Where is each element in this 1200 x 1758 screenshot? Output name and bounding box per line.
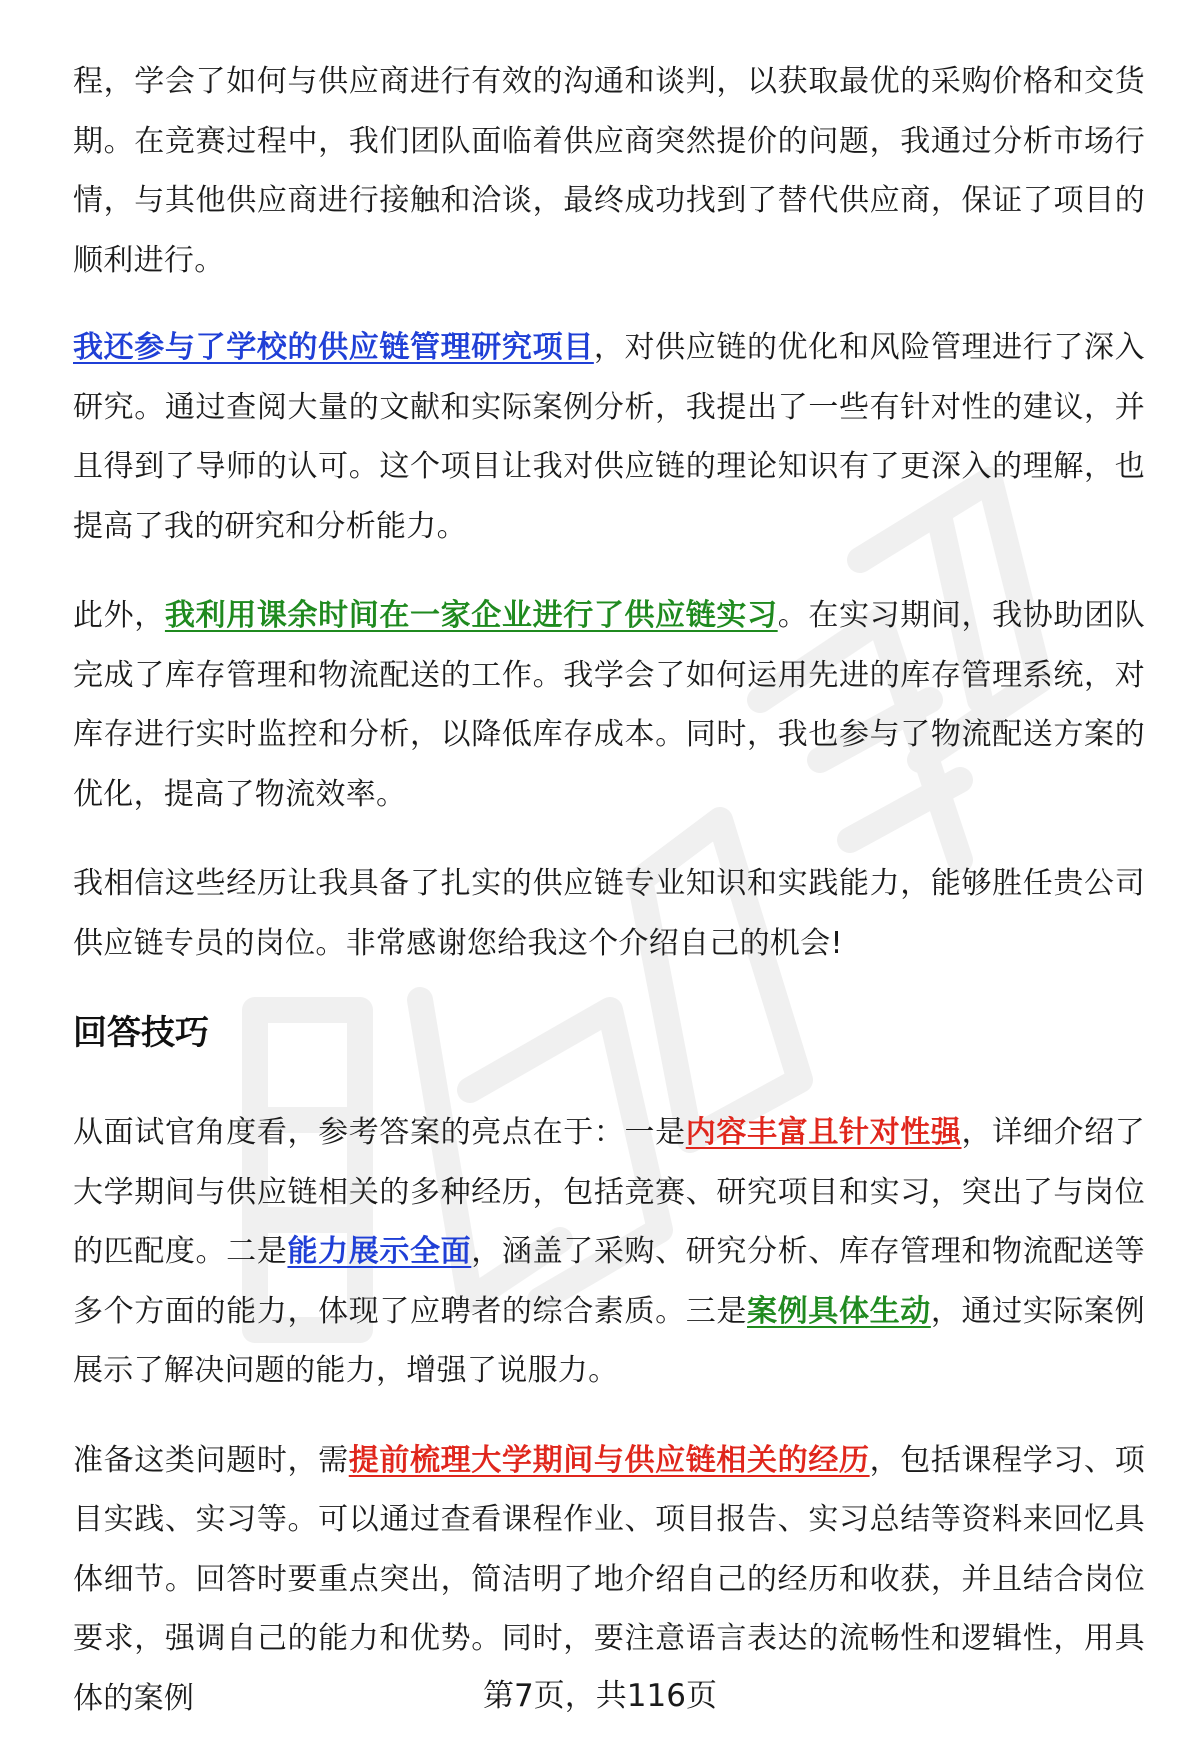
document-body: [73, 52, 1145, 1758]
paragraph-text: 程，学会了如何与供应商进行有效的沟通和谈判，以获取最优的采购价格和交货期。在竞赛过程中，我们团队面临着供应商突然提价的问题，我通过分析市场行情，与其他供应商进行接触和洽谈，最终成功找到了替代供应商，保证了项目的顺利进行。: [73, 64, 1145, 278]
highlight-rich-content: 内容丰富且针对性强: [685, 1115, 962, 1150]
paragraph-text: ，包括课程学习、项目实践、实习等。可以通过查看课程作业、项目报告、实习总结等资料来回忆具体细节。回答时要重点突出，简洁明了地介绍自己的经历和收获，并且结合岗位要求，强调自己的能力和优势。同时，要注意语言表达的流畅性和逻辑性，用具体的案例: [73, 1442, 1145, 1716]
highlight-ability-display: 能力展示全面: [287, 1234, 472, 1269]
paragraph-closing: [73, 854, 1145, 973]
highlight-organize-experience: 提前梳理大学期间与供应链相关的经历: [348, 1442, 870, 1478]
paragraph-text: 从面试官角度看，参考答案的亮点在于：一是: [73, 1115, 686, 1150]
paragraph-text: ，涵盖了采购、研究分析、库存管理和物流配送等多个方面的能力，体现了应聘者的综合素质。三是: [73, 1234, 1145, 1329]
highlight-internship: 我利用课余时间在一家企业进行了供应链实习: [164, 598, 778, 633]
paragraph-internship: [73, 586, 1145, 824]
paragraph-interviewer-view: [73, 1103, 1145, 1401]
highlight-concrete-cases: 案例具体生动: [747, 1293, 931, 1329]
paragraph-competition-experience: [73, 52, 1145, 290]
paragraph-text: 。在实习期间，我协助团队完成了库存管理和物流配送的工作。我学会了如何运用先进的库存管理系统，对库存进行实时监控和分析，以降低库存成本。同时，我也参与了物流配送方案的优化，提高了物流效率。: [73, 598, 1146, 812]
paragraph-text: ，通过实际案例展示了解决问题的能力，增强了说服力。: [73, 1293, 1145, 1388]
paragraph-text: 准备这类问题时，需: [73, 1442, 349, 1478]
paragraph-text: ，详细介绍了大学期间与供应链相关的多种经历，包括竞赛、研究项目和实习，突出了与岗位的匹配度。二是: [73, 1115, 1146, 1269]
highlight-research-project: 我还参与了学校的供应链管理研究项目: [73, 330, 594, 365]
section-heading: 回答技巧: [73, 1013, 209, 1053]
paragraph-text: 我相信这些经历让我具备了扎实的供应链专业知识和实践能力，能够胜任贵公司供应链专员的岗位。非常感谢您给我这个介绍自己的机会!: [73, 866, 1145, 961]
page-number: 第7页，共116页: [483, 1678, 717, 1714]
paragraph-text: ，对供应链的优化和风险管理进行了深入研究。通过查阅大量的文献和实际案例分析，我提出了一些有针对性的建议，并且得到了导师的认可。这个项目让我对供应链的理论知识有了更深入的理解，也提高了我的研究和分析能力。: [73, 330, 1145, 544]
paragraph-research-project: [73, 318, 1145, 556]
paragraph-text: 此外，: [73, 598, 165, 633]
